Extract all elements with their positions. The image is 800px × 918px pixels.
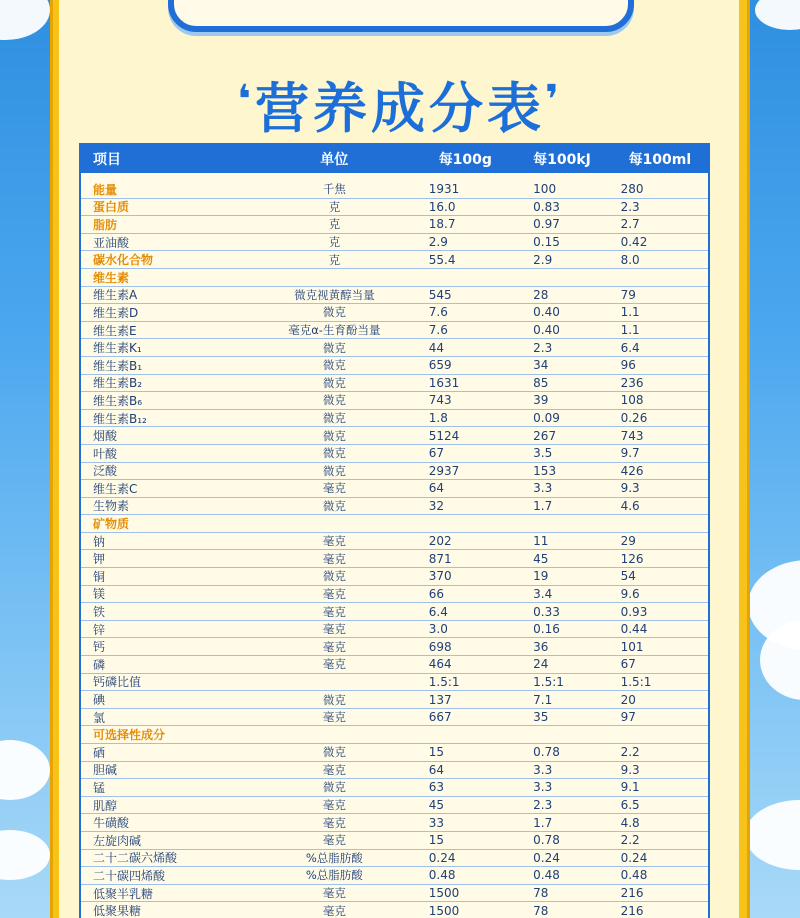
row-per100g: 16.0 bbox=[428, 199, 456, 214]
row-per100ml: 6.5 bbox=[620, 798, 640, 813]
row-per100kj: 100 bbox=[533, 182, 557, 197]
row-per100ml: 101 bbox=[620, 639, 644, 654]
row-name: 锌 bbox=[93, 622, 106, 637]
row-name: 左旋肉碱 bbox=[93, 833, 142, 848]
row-unit: 微克 bbox=[322, 446, 346, 461]
row-unit: 微克 bbox=[322, 340, 346, 355]
row-per100ml: 2.7 bbox=[620, 217, 640, 232]
table-row bbox=[81, 762, 708, 780]
row-per100kj: 2.3 bbox=[533, 798, 553, 813]
row-per100ml: 126 bbox=[620, 551, 644, 566]
row-per100ml: 426 bbox=[620, 463, 644, 478]
row-per100g: 370 bbox=[428, 569, 452, 584]
row-per100g: 3.0 bbox=[428, 622, 448, 637]
table-row bbox=[81, 726, 708, 744]
row-unit: 毫克 bbox=[322, 886, 346, 901]
table-header bbox=[81, 145, 708, 173]
row-per100ml: 4.6 bbox=[620, 498, 640, 513]
row-name: 能量 bbox=[93, 182, 118, 197]
row-per100kj: 0.24 bbox=[533, 850, 560, 865]
table-row bbox=[81, 656, 708, 674]
row-per100g: 15 bbox=[428, 833, 445, 848]
row-per100ml: 236 bbox=[620, 375, 644, 390]
table-row bbox=[81, 550, 708, 568]
row-per100kj: 78 bbox=[533, 886, 549, 901]
row-name: 磷 bbox=[93, 657, 106, 672]
row-name: 钾 bbox=[93, 552, 106, 567]
row-per100ml: 0.42 bbox=[620, 235, 648, 250]
row-name: 二十碳四烯酸 bbox=[93, 868, 166, 883]
top-badge-decoration bbox=[168, 0, 634, 32]
row-per100g: 67 bbox=[428, 446, 445, 461]
row-name: 叶酸 bbox=[93, 446, 118, 461]
row-per100ml: 4.8 bbox=[620, 815, 640, 830]
row-per100g: 667 bbox=[428, 710, 452, 725]
table-row bbox=[81, 691, 708, 709]
table-row bbox=[81, 199, 708, 217]
row-per100g: 2937 bbox=[428, 463, 460, 478]
row-unit: 克 bbox=[328, 252, 341, 267]
row-name: 维生素B₆ bbox=[93, 393, 143, 408]
row-per100kj: 24 bbox=[533, 657, 549, 672]
row-name: 钙 bbox=[93, 640, 106, 655]
row-per100ml: 20 bbox=[620, 692, 636, 707]
table-row bbox=[81, 445, 708, 463]
row-per100g: 659 bbox=[428, 358, 452, 373]
row-name: 二十二碳六烯酸 bbox=[93, 851, 178, 866]
row-name: 碳水化合物 bbox=[93, 253, 154, 268]
row-unit: %总脂肪酸 bbox=[305, 868, 363, 883]
row-unit: 微克 bbox=[322, 569, 346, 584]
row-unit: 微克视黄醇当量 bbox=[294, 287, 375, 302]
row-per100g: 32 bbox=[428, 498, 445, 513]
table-row bbox=[81, 339, 708, 357]
table-row bbox=[81, 603, 708, 621]
row-unit: 毫克 bbox=[322, 481, 346, 496]
row-name: 泛酸 bbox=[93, 464, 118, 479]
row-per100g: 5124 bbox=[428, 428, 460, 443]
row-per100ml: 67 bbox=[620, 657, 636, 672]
row-unit: 微克 bbox=[322, 745, 346, 760]
page-title bbox=[0, 66, 800, 143]
table-row bbox=[81, 287, 708, 305]
row-per100kj: 2.3 bbox=[533, 340, 553, 355]
row-per100ml: 9.6 bbox=[620, 586, 640, 601]
table-row bbox=[81, 779, 708, 797]
table-row bbox=[81, 427, 708, 445]
row-per100kj: 1.7 bbox=[533, 815, 553, 830]
row-per100ml: 0.26 bbox=[620, 411, 648, 426]
row-per100ml: 9.3 bbox=[620, 481, 640, 496]
row-per100kj: 39 bbox=[533, 393, 549, 408]
row-per100ml: 8.0 bbox=[620, 252, 640, 267]
row-unit: 毫克 bbox=[322, 815, 346, 830]
row-name: 低聚半乳糖 bbox=[93, 886, 154, 901]
row-per100g: 63 bbox=[428, 780, 445, 795]
row-name: 维生素B₁ bbox=[93, 358, 143, 373]
row-unit: 微克 bbox=[322, 463, 346, 478]
row-per100ml: 6.4 bbox=[620, 340, 640, 355]
row-name: 镁 bbox=[93, 587, 106, 602]
row-name: 碘 bbox=[93, 693, 106, 708]
row-per100kj: 11 bbox=[533, 534, 549, 549]
row-unit: 微克 bbox=[322, 411, 346, 426]
table-row bbox=[81, 181, 708, 199]
row-unit: 毫克α-生育酚当量 bbox=[288, 323, 381, 338]
row-name: 铜 bbox=[93, 569, 106, 584]
row-unit: 微克 bbox=[322, 692, 346, 707]
table-row bbox=[81, 375, 708, 393]
row-per100g: 464 bbox=[428, 657, 452, 672]
row-per100kj: 0.78 bbox=[533, 833, 560, 848]
table-row bbox=[81, 463, 708, 481]
row-per100g: 1931 bbox=[428, 182, 460, 197]
row-per100g: 15 bbox=[428, 745, 445, 760]
row-per100kj: 1.5:1 bbox=[533, 674, 564, 689]
nutrition-table bbox=[79, 143, 710, 918]
row-per100kj: 267 bbox=[533, 428, 557, 443]
row-per100kj: 85 bbox=[533, 375, 549, 390]
table-body bbox=[81, 173, 708, 918]
table-row bbox=[81, 568, 708, 586]
row-unit: 千焦 bbox=[322, 182, 346, 197]
table-row bbox=[81, 709, 708, 727]
row-per100kj: 0.15 bbox=[533, 235, 560, 250]
row-per100ml: 1.1 bbox=[620, 305, 640, 320]
row-unit: 毫克 bbox=[322, 762, 346, 777]
row-per100kj: 1.7 bbox=[533, 498, 553, 513]
row-per100g: 18.7 bbox=[428, 217, 456, 232]
table-row bbox=[81, 744, 708, 762]
row-name: 生物素 bbox=[93, 499, 130, 514]
row-name: 维生素K₁ bbox=[93, 341, 142, 356]
row-name: 氯 bbox=[93, 710, 106, 725]
quote-left-icon: ❛ bbox=[237, 77, 255, 123]
row-per100g: 6.4 bbox=[428, 604, 448, 619]
row-name: 胆碱 bbox=[93, 763, 118, 778]
row-per100g: 45 bbox=[428, 798, 445, 813]
row-per100g: 871 bbox=[428, 551, 452, 566]
header-unit: 单位 bbox=[320, 152, 349, 168]
row-per100ml: 96 bbox=[620, 358, 636, 373]
row-per100kj: 0.40 bbox=[533, 323, 560, 338]
cloud-decoration bbox=[0, 830, 50, 880]
row-per100ml: 1.5:1 bbox=[620, 674, 652, 689]
table-row bbox=[81, 357, 708, 375]
row-per100kj: 0.33 bbox=[533, 604, 560, 619]
quote-right-icon: ❜ bbox=[545, 77, 563, 123]
table-row bbox=[81, 322, 708, 340]
row-per100ml: 0.93 bbox=[620, 604, 648, 619]
row-per100g: 64 bbox=[428, 762, 445, 777]
row-unit: 毫克 bbox=[322, 534, 346, 549]
row-per100ml: 2.2 bbox=[620, 833, 640, 848]
row-unit: 微克 bbox=[322, 375, 346, 390]
table-row bbox=[81, 885, 708, 903]
row-per100ml: 216 bbox=[620, 886, 644, 901]
cloud-decoration bbox=[0, 740, 50, 800]
table-row bbox=[81, 216, 708, 234]
row-per100ml: 216 bbox=[620, 903, 644, 918]
row-per100kj: 3.3 bbox=[533, 481, 553, 496]
row-per100kj: 153 bbox=[533, 463, 557, 478]
table-row bbox=[81, 867, 708, 885]
table-row bbox=[81, 902, 708, 918]
row-per100g: 33 bbox=[428, 815, 445, 830]
row-per100ml: 2.2 bbox=[620, 745, 640, 760]
table-row bbox=[81, 410, 708, 428]
row-name: 维生素A bbox=[93, 288, 138, 303]
row-unit: 毫克 bbox=[322, 622, 346, 637]
row-per100g: 1.5:1 bbox=[428, 674, 460, 689]
row-per100kj: 34 bbox=[533, 358, 549, 373]
row-per100g: 66 bbox=[428, 586, 445, 601]
table-row bbox=[81, 621, 708, 639]
row-per100g: 64 bbox=[428, 481, 445, 496]
row-per100kj: 78 bbox=[533, 903, 549, 918]
row-per100g: 545 bbox=[428, 287, 452, 302]
row-name: 维生素 bbox=[93, 270, 130, 285]
row-per100kj: 2.9 bbox=[533, 252, 553, 267]
row-per100kj: 0.16 bbox=[533, 622, 560, 637]
row-name: 维生素C bbox=[93, 481, 138, 496]
row-per100ml: 54 bbox=[620, 569, 636, 584]
table-row bbox=[81, 586, 708, 604]
row-per100g: 0.24 bbox=[428, 850, 456, 865]
table-row bbox=[81, 515, 708, 533]
row-name: 脂肪 bbox=[93, 217, 118, 232]
row-per100g: 7.6 bbox=[428, 323, 448, 338]
row-per100g: 1631 bbox=[428, 375, 460, 390]
row-unit: 微克 bbox=[322, 780, 346, 795]
table-row bbox=[81, 234, 708, 252]
header-per100kj: 每100kJ bbox=[533, 152, 591, 168]
row-unit: 毫克 bbox=[322, 798, 346, 813]
row-per100g: 1500 bbox=[428, 903, 460, 918]
row-name: 矿物质 bbox=[93, 517, 130, 532]
row-per100kj: 3.4 bbox=[533, 586, 553, 601]
table-row bbox=[81, 674, 708, 692]
row-per100ml: 0.48 bbox=[620, 868, 648, 883]
row-per100g: 1500 bbox=[428, 886, 460, 901]
row-per100ml: 0.44 bbox=[620, 622, 648, 637]
row-name: 低聚果糖 bbox=[93, 904, 142, 918]
row-per100kj: 35 bbox=[533, 710, 549, 725]
cloud-decoration bbox=[745, 800, 800, 870]
row-per100ml: 280 bbox=[620, 182, 644, 197]
row-per100ml: 0.24 bbox=[620, 850, 648, 865]
row-unit: 微克 bbox=[322, 498, 346, 513]
row-per100kj: 45 bbox=[533, 551, 549, 566]
table-row bbox=[81, 533, 708, 551]
row-per100kj: 36 bbox=[533, 639, 549, 654]
cloud-decoration bbox=[755, 0, 800, 30]
row-per100ml: 108 bbox=[620, 393, 644, 408]
row-per100g: 7.6 bbox=[428, 305, 448, 320]
row-per100g: 743 bbox=[428, 393, 452, 408]
row-per100g: 0.48 bbox=[428, 868, 456, 883]
row-unit: 毫克 bbox=[322, 586, 346, 601]
row-per100ml: 1.1 bbox=[620, 323, 640, 338]
row-per100kj: 19 bbox=[533, 569, 549, 584]
row-name: 蛋白质 bbox=[93, 200, 130, 215]
row-name: 牛磺酸 bbox=[93, 816, 130, 831]
row-per100g: 2.9 bbox=[428, 235, 448, 250]
row-per100g: 698 bbox=[428, 639, 452, 654]
row-per100ml: 743 bbox=[620, 428, 644, 443]
table-row bbox=[81, 392, 708, 410]
header-per100ml: 每100ml bbox=[628, 152, 692, 168]
row-per100kj: 0.48 bbox=[533, 868, 560, 883]
row-unit: 微克 bbox=[322, 305, 346, 320]
row-unit: 毫克 bbox=[322, 604, 346, 619]
row-per100g: 137 bbox=[428, 692, 452, 707]
row-per100g: 1.8 bbox=[428, 411, 448, 426]
table-row bbox=[81, 832, 708, 850]
row-name: 锰 bbox=[93, 780, 106, 795]
row-unit: 克 bbox=[328, 199, 341, 214]
table-row bbox=[81, 638, 708, 656]
row-per100kj: 0.83 bbox=[533, 199, 560, 214]
table-row bbox=[81, 797, 708, 815]
row-unit: 毫克 bbox=[322, 639, 346, 654]
row-unit: 克 bbox=[328, 235, 341, 250]
table-row bbox=[81, 480, 708, 498]
row-name: 维生素B₁₂ bbox=[93, 411, 147, 426]
header-per100g: 每100g bbox=[438, 152, 492, 168]
row-per100kj: 3.3 bbox=[533, 762, 553, 777]
row-unit: 微克 bbox=[322, 358, 346, 373]
row-per100kj: 0.97 bbox=[533, 217, 560, 232]
row-per100kj: 0.78 bbox=[533, 745, 560, 760]
row-per100kj: 0.09 bbox=[533, 411, 560, 426]
table-row bbox=[81, 498, 708, 516]
table-row bbox=[81, 850, 708, 868]
row-unit: 毫克 bbox=[322, 551, 346, 566]
row-name: 维生素D bbox=[93, 305, 139, 320]
row-per100ml: 79 bbox=[620, 287, 636, 302]
row-per100ml: 9.1 bbox=[620, 780, 640, 795]
cloud-decoration bbox=[0, 0, 50, 40]
row-name: 钠 bbox=[93, 534, 106, 549]
row-per100kj: 28 bbox=[533, 287, 549, 302]
header-item: 项目 bbox=[93, 152, 121, 168]
table-row bbox=[81, 304, 708, 322]
row-unit: 微克 bbox=[322, 393, 346, 408]
row-per100g: 202 bbox=[428, 534, 452, 549]
table-row bbox=[81, 814, 708, 832]
row-per100kj: 0.40 bbox=[533, 305, 560, 320]
row-name: 铁 bbox=[93, 605, 106, 620]
row-unit: 毫克 bbox=[322, 657, 346, 672]
row-unit: 微克 bbox=[322, 428, 346, 443]
row-name: 维生素B₂ bbox=[93, 376, 143, 391]
row-per100ml: 9.3 bbox=[620, 762, 640, 777]
row-name: 可选择性成分 bbox=[93, 728, 166, 743]
row-name: 烟酸 bbox=[93, 429, 118, 444]
table-row bbox=[81, 269, 708, 287]
title-text: 营养成分表 bbox=[255, 77, 545, 140]
row-per100ml: 97 bbox=[620, 710, 636, 725]
row-per100kj: 7.1 bbox=[533, 692, 553, 707]
row-per100kj: 3.5 bbox=[533, 446, 553, 461]
row-per100ml: 2.3 bbox=[620, 199, 640, 214]
row-per100g: 55.4 bbox=[428, 252, 456, 267]
row-name: 肌醇 bbox=[93, 798, 118, 813]
row-per100g: 44 bbox=[428, 340, 445, 355]
row-name: 维生素E bbox=[93, 323, 137, 338]
table-row bbox=[81, 251, 708, 269]
row-per100kj: 3.3 bbox=[533, 780, 553, 795]
row-unit: 克 bbox=[328, 217, 341, 232]
row-per100ml: 9.7 bbox=[620, 446, 640, 461]
row-unit: %总脂肪酸 bbox=[305, 850, 363, 865]
row-name: 钙磷比值 bbox=[93, 675, 142, 690]
row-name: 硒 bbox=[93, 745, 106, 760]
row-unit: 毫克 bbox=[322, 903, 346, 918]
row-name: 亚油酸 bbox=[93, 235, 130, 250]
row-per100ml: 29 bbox=[620, 534, 636, 549]
row-unit: 毫克 bbox=[322, 710, 346, 725]
row-unit: 毫克 bbox=[322, 833, 346, 848]
